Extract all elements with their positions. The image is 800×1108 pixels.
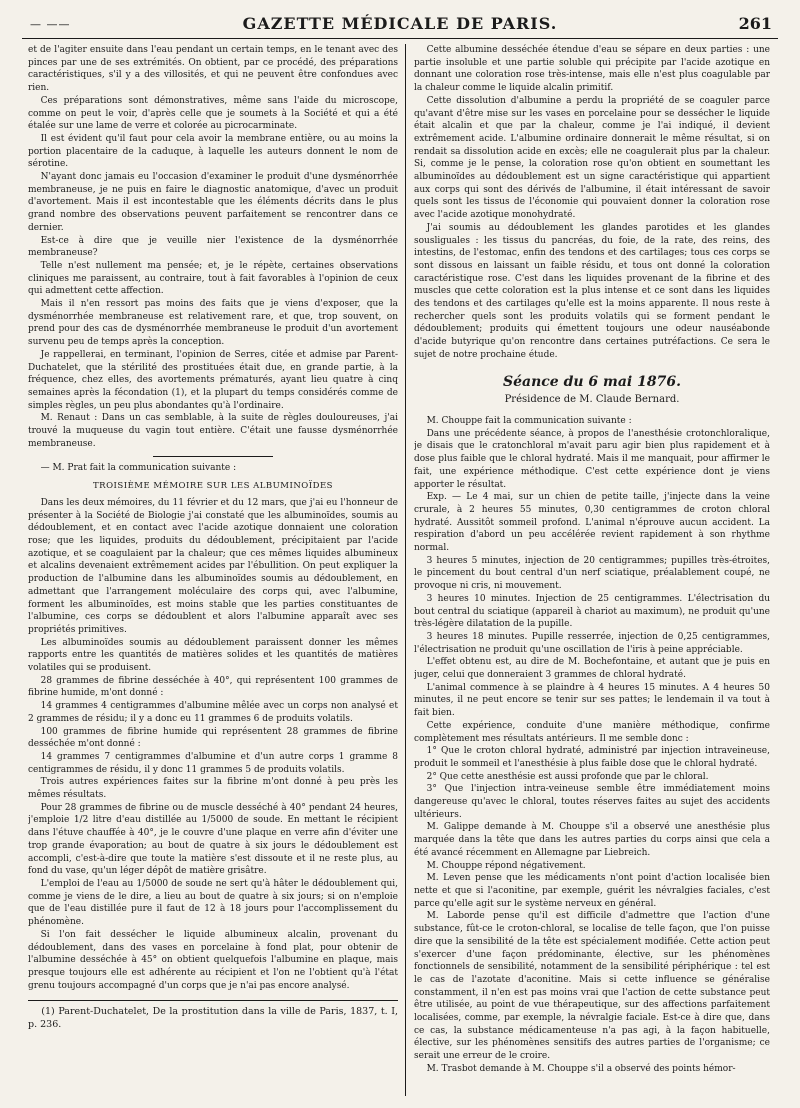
paragraph: M. Trasbot demande à M. Chouppe s'il a observé des points hémor- <box>426 1063 736 1074</box>
paragraph: L'animal commence à se plaindre à 4 heures 15 minutes. A 4 heures 50 minutes, il ne peut encore se tenir sur ses pattes; le lendemain il va tout à fait bien. <box>414 682 770 719</box>
paragraph: Cette albumine desséchée étendue d'eau se sépare en deux parties : une partie insoluble et une partie soluble qui précipite par l'acide azotique en donnant une coloration rose très-intense, mais elle n'est plus coagulable par la chaleur comme le liquide alcalin primitif. <box>414 45 770 94</box>
paragraph: Dans une précédente séance, à propos de l'anesthésie crotonchloralique, je disais que le cratonchloral m'avait paru agir bien plus rapidement et à dose plus faible que le chloral hydraté. Mais il me manquait, pour affirmer le fait, une expérience méthodique. C'est cette expérience dont je viens apporter le résultat. <box>414 428 770 490</box>
presidence-line: Présidence de M. Claude Bernard. <box>504 394 680 406</box>
paragraph: 14 grammes 7 centigrammes d'albumine et d'un autre corps 1 gramme 8 centigrammes de résidu, il y donc 11 grammes 5 de produits volatils. <box>28 751 398 775</box>
paragraph: 14 grammes 4 centigrammes d'albumine mêlée avec un corps non analysé et 2 grammes de résidu; il y a donc eu 11 grammes 6 de produits volatils. <box>28 701 398 724</box>
prat-intro: — M. Prat fait la communication suivante : <box>40 462 237 473</box>
paragraph: Ces préparations sont démonstratives, même sans l'aide du microscope, comme on peut le voir, d'après celle que je soumets à la Société et qui a été étalée sur une lame de verre et colorée au picrocarminate. <box>28 95 398 132</box>
paragraph: Est-ce à dire que je veuille nier l'existence de la dysménorrhée membraneuse? <box>28 235 398 259</box>
paragraph: Mais il n'en ressort pas moins des faits que je viens d'exposer, que la dysménorrhée membraneuse est relativement rare, et que, trop souvent, on prend pour des cas de dysménorrhée membraneuse le produit d'un avortement survenu peu de temps après la conception. <box>28 299 398 348</box>
footnote: (1) Parent-Duchatelet, De la prostitution dans la ville de Paris, 1837, t. I, p. 236. <box>28 1006 398 1031</box>
paragraph: Cette expérience, conduite d'une manière méthodique, confirme complètement mes résultats antérieurs. Il me semble donc : <box>414 720 770 744</box>
paragraph: 3 heures 10 minutes. Injection de 25 centigrammes. L'électrisation du bout central du sciatique (appareil à chariot au maximum), ne produit qu'une très-légère dilatation de la pupille. <box>414 593 770 630</box>
paragraph: Les albuminoïdes soumis au dédoublement paraissent donner les mêmes rapports entre les quantités de matières solides et les quantités de matières volatiles qui se produisent. <box>28 637 398 674</box>
paragraph: J'ai soumis au dédoublement les glandes parotides et les glandes sousliguales : les tissus du pancréas, du foie, de la rate, des reins, des intestins, de l'estomac, enfin des tendons et des cartilages; tous ces corps se sont dissous en laissant un faible résidu, et tous ont donné la coloration caractéristique rose. C'est dans les liquides provenant de la fibrine et des muscles que cette coloration est la plus intense et ce sont dans les liquides des tendons et des cartilages qu'elle est la moins apparente. Il nous reste à rechercher quels sont les produits volatils qui se forment pendant le dédoublement; produits qui émettent toujours une odeur nauséabonde d'acide butyrique qu'on rencontre dans certaines putréfactions. Ce sera le sujet de notre prochaine étude. <box>414 222 770 360</box>
paragraph: M. Galippe demande à M. Chouppe s'il a observé une anesthésie plus marquée dans la tête que dans les autres parties du corps ainsi que cela a été avancé récemment en Allemagne par Liebreich. <box>414 822 770 858</box>
paragraph: 100 grammes de fibrine humide qui représentent 28 grammes de fibrine desséchée m'ont donné : <box>28 726 398 750</box>
paragraph: Cette dissolution d'albumine a perdu la propriété de se coaguler parce qu'avant d'être mise sur les vases en porcelaine pour se dessécher le liquide était alcalin et que par la chaleur, comme je l'ai indiqué, il devient extrêmement acide. L'albumine ordinaire donnerait le même résultat, si on rendait sa dissolution acide en excès; elle ne coagulerait plus par la chaleur. Si, comme je le pense, la coloration rose qu'on obtient en soumettant les albuminoïdes au dédoublement est un signe caractéristique qui appartient aux corps qui sont des dérivés de l'albumine, il était intéressant de savoir quels sont les tissus de l'économie qui pouvaient donner la coloration rose avec l'acide azotique monohydraté. <box>414 95 770 221</box>
footnote-rule <box>28 1000 398 1001</box>
paragraph: M. Chouppe fait la communication suivante : <box>426 415 632 426</box>
separator-rule <box>153 456 273 457</box>
right-column <box>414 44 770 1096</box>
paragraph: M. Renaut : Dans un cas semblable, à la suite de règles douloureuses, j'ai trouvé la muqueuse du vagin tout entière. C'était une fausse dysménorrhée membraneuse. <box>28 413 398 449</box>
paragraph: Trois autres expériences faites sur la fibrine m'ont donné à peu près les mêmes résultats. <box>28 777 398 801</box>
section-title: TROISIÈME MÉMOIRE SUR LES ALBUMINOÏDES <box>93 481 333 492</box>
page-header <box>22 14 778 39</box>
paragraph: Il est évident qu'il faut pour cela avoir la membrane entière, ou au moins la portion placentaire de la caduque, à laquelle les auteurs donnent le nom de sérotine. <box>28 133 398 170</box>
paragraph: Si l'on fait dessécher le liquide albumineux alcalin, provenant du dédoublement, dans des vases en porcelaine à fond plat, pour obtenir de l'albumine desséchée à 45° on obtient quelquefois l'albumine en plaque, mais presque toujours elle est adhérente au récipient et l'on ne l'obtient qu'à l'état grenu toujours accompagné d'un corps que je n'ai pas encore analysé. <box>28 929 398 991</box>
paragraph: 1° Que le croton chloral hydraté, administré par injection intraveineuse, produit le sommeil et l'anesthésie à plus faible dose que le chloral hydraté. <box>414 746 770 769</box>
paragraph: Dans les deux mémoires, du 11 février et du 12 mars, que j'ai eu l'honneur de présenter à la Société de Biologie j'ai constaté que les albuminoïdes, soumis au dédoublement, et en contact avec l'acide azotique donnaient une coloration rose; que les liquides, produits du dédoublement, précipitaient par l'acide azotique, et se coagulaient par la chaleur; que ces mêmes liquides albumineux et alcalins devenaient extrêmement acides par l'ébullition. On peut expliquer la production de l'albumine dans les albuminoïdes soumis au dédoublement, en admettant que l'arrangement moléculaire des corps qui, avec l'albumine, forment les albuminoïdes, est moins stable que les parties constituantes de l'albumine, ces corps se dédoublent et alors l'albumine apparaît avec ses propriétés primitives. <box>28 497 398 635</box>
paragraph: Je rappellerai, en terminant, l'opinion de Serres, citée et admise par Parent-Duchatelet, que la stérilité des prostituées était due, en grande partie, à la fréquence, chez elles, des avortements prématurés, ayant lieu quatre à cinq semaines après la fécondation (1), et la plupart du temps considérés comme de simples règles, un peu plus abondantes qu'à l'ordinaire. <box>28 349 398 411</box>
seance-title: Séance du 6 mai 1876. <box>503 373 681 390</box>
paragraph: Pour 28 grammes de fibrine ou de muscle desséché à 40° pendant 24 heures, j'emploie 1/2 litre d'eau distillée au 1/5000 de soude. En mettant le récipient dans l'étuve chauffée à 40°, je le couvre d'une plaque en verre afin d'éviter une trop grande évaporation; au bout de quatre à six jours le dédoublement est accompli, c'est-à-dire que toute la matière s'est dissoute et il ne reste plus, au fond du vase, qu'un léger dépôt de matière grisâtre. <box>28 802 398 877</box>
paragraph: Exp. — Le 4 mai, sur un chien de petite taille, j'injecte dans la veine crurale, à 2 heures 55 minutes, 0,30 centigrammes de croton chloral hydraté. Aussitôt sommeil profond. L'animal n'éprouve aucun accident. La respiration d'abord un peu accélérée revient rapidement à son rhythme normal. <box>414 492 770 554</box>
paragraph: L'effet obtenu est, au dire de M. Bochefontaine, et autant que je puis en juger, celui que donneraient 3 grammes de chloral hydraté. <box>414 657 770 681</box>
paragraph: Telle n'est nullement ma pensée; et, je le répète, certaines observations cliniques me paraissent, au contraire, tout à fait favorables à l'opinion de ceux qui admettent cette affection. <box>28 260 398 297</box>
paragraph: et de l'agiter ensuite dans l'eau pendant un certain temps, en le tenant avec des pinces par une de ses extrémités. On obtient, par ce procédé, des préparations caractéristiques, s'il y a des villosités, et qui ne peuvent être confondues avec rien. <box>28 45 398 94</box>
paragraph: M. Leven pense que les médicaments n'ont point d'action localisée bien nette et que si l'aconitine, par exemple, guérit les névralgies faciales, c'est parce qu'elle agit sur le système nerveux en général. <box>414 873 770 909</box>
journal-title: GAZETTE MÉDICALE DE PARIS. <box>242 14 558 33</box>
column-divider <box>405 44 406 1096</box>
paragraph: M. Laborde pense qu'il est difficile d'admettre que l'action d'une substance, fût-ce le croton-chloral, se localise de telle façon, que l'on puisse dire que la sensibilité de la tête est spécialement modifiée. Cette action peut s'exercer d'une façon prédominante, élective, sur les phénomènes fonctionnels de sensibilité, notamment de la sensibilité périphérique : tel est le cas de l'azotate d'aconitine. Mais si cette influence se généralise constamment, il n'en est pas moins vrai que l'action de cette substance peut être utilisée, au point de vue thérapeutique, sur des affections parfaitement localisées, comme, par exemple, la névralgie faciale. Est-ce à dire que, dans ce cas, la substance médicamenteuse n'a pas agi, à la façon habituelle, élective, sur les phénomènes sensitifs des autres parties de l'organisme; ce serait une erreur de le croire. <box>414 911 770 1062</box>
paragraph: N'ayant donc jamais eu l'occasion d'examiner le produit d'une dysménorrhée membraneuse, je ne puis en faire le diagnostic anatomique, d'avec un produit d'avortement. Mais il est incontestable que les éléments décrits dans le plus grand nombre des observations peuvent parfaitement se rencontrer dans ce dernier. <box>28 172 398 233</box>
paragraph: 2° Que cette anesthésie est aussi profonde que par le chloral. <box>426 771 709 782</box>
paragraph: M. Chouppe répond négativement. <box>426 860 586 871</box>
page-number: 261 <box>738 14 772 33</box>
paragraph: 3° Que l'injection intra-veineuse semble être immédiatement moins dangereuse qu'avec le chloral, toutes réserves faites au sujet des accidents ultérieurs. <box>414 784 770 820</box>
paragraph: 28 grammes de fibrine desséchée à 40°, qui représentent 100 grammes de fibrine humide, m'ont donné : <box>28 675 398 699</box>
header-left-mark: — —— <box>30 18 71 31</box>
paragraph: L'emploi de l'eau au 1/5000 de soude ne sert qu'à hâter le dédoublement qui, comme je viens de le dire, a lieu au bout de quatre à six jours; si on n'emploie que de l'eau distillée pure il faut de 12 à 18 jours pour l'accomplissement du phénomène. <box>28 879 398 928</box>
paragraph: 3 heures 5 minutes, injection de 20 centigrammes; pupilles très-étroites, le pincement du bout central d'un nerf sciatique, préalablement coupé, ne provoque ni cris, ni mouvement. <box>414 555 770 592</box>
left-column <box>28 44 398 1096</box>
paragraph: 3 heures 18 minutes. Pupille resserrée, injection de 0,25 centigrammes, l'électrisation ne produit qu'une oscillation de l'iris à peine appréciable. <box>414 631 770 655</box>
